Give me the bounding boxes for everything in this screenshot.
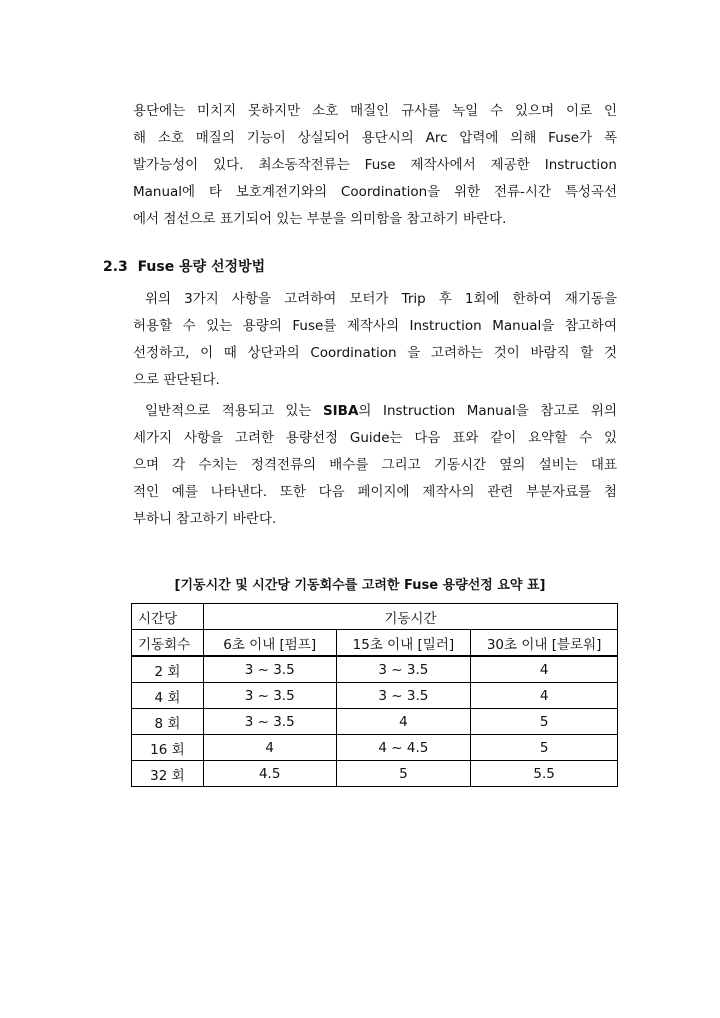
table-cell: 4 ~ 4.5 bbox=[336, 735, 471, 761]
row-label: 16 회 bbox=[132, 735, 204, 761]
row-header-bottom: 기동회수 bbox=[132, 630, 204, 657]
row-label: 8 회 bbox=[132, 709, 204, 735]
table-cell: 3 ~ 3.5 bbox=[203, 656, 336, 683]
column-header: 6초 이내 [펌프] bbox=[203, 630, 336, 657]
table-row bbox=[132, 709, 618, 735]
text-line: 에서 점선으로 표기되어 있는 부분을 의미함을 참고하기 바란다. bbox=[133, 211, 507, 227]
row-header-top: 시간당 bbox=[132, 604, 204, 630]
table-row bbox=[132, 656, 618, 683]
fuse-selection-table bbox=[131, 603, 618, 787]
section-heading bbox=[103, 254, 265, 281]
table-cell: 4 bbox=[336, 709, 471, 735]
table-cell: 5 bbox=[336, 761, 471, 787]
text-line: 발가능성이 있다. 최소동작전류는 Fuse 제작사에서 제공한 Instruction bbox=[133, 157, 617, 173]
text-line: 세가지 사항을 고려한 용량선정 Guide는 다음 표와 같이 요약할 수 있 bbox=[133, 430, 617, 446]
text-line: 적인 예를 나타낸다. 또한 다음 페이지에 제작사의 관련 부분자료를 첨 bbox=[133, 484, 617, 500]
text-line: 으며 각 수치는 정격전류의 배수를 그리고 기동시간 옆의 설비는 대표 bbox=[133, 457, 617, 473]
text-line: 허용할 수 있는 용량의 Fuse를 제작사의 Instruction Manual을 참고하여 bbox=[133, 318, 617, 334]
row-label: 2 회 bbox=[132, 656, 204, 683]
text-line bbox=[133, 398, 617, 425]
table-cell: 4 bbox=[471, 656, 618, 683]
text-line: 으로 판단된다. bbox=[133, 372, 220, 388]
table-row bbox=[132, 735, 618, 761]
brand-name: SIBA bbox=[322, 403, 359, 419]
text-line: 용단에는 미치지 못하지만 소호 매질인 규사를 녹일 수 있으며 이로 인 bbox=[133, 103, 617, 119]
table-cell: 5 bbox=[471, 709, 618, 735]
text-line: 위의 3가지 사항을 고려하여 모터가 Trip 후 1회에 한하여 재기동을 bbox=[145, 291, 617, 307]
guide-paragraph bbox=[133, 398, 617, 533]
column-header: 30초 이내 [블로워] bbox=[471, 630, 618, 657]
text-line: 선정하고, 이 때 상단과의 Coordination 을 고려하는 것이 바람직 할 것 bbox=[133, 345, 617, 361]
table-row bbox=[132, 761, 618, 787]
row-label: 32 회 bbox=[132, 761, 204, 787]
table-cell: 4 bbox=[203, 735, 336, 761]
row-label: 4 회 bbox=[132, 683, 204, 709]
table-cell: 4 bbox=[471, 683, 618, 709]
table-cell: 4.5 bbox=[203, 761, 336, 787]
table-cell: 3 ~ 3.5 bbox=[203, 683, 336, 709]
table-cell: 3 ~ 3.5 bbox=[336, 683, 471, 709]
section-title: Fuse 용량 선정방법 bbox=[137, 259, 266, 275]
intro-paragraph bbox=[133, 98, 617, 233]
table-cell: 5 bbox=[471, 735, 618, 761]
column-header: 15초 이내 [밀러] bbox=[336, 630, 471, 657]
selection-paragraph bbox=[133, 286, 617, 394]
section-number: 2.3 bbox=[103, 259, 128, 275]
text-line: Manual에 타 보호계전기와의 Coordination을 위한 전류-시간 특성곡선 bbox=[133, 184, 617, 200]
table-caption: [기동시간 및 시간당 기동회수를 고려한 Fuse 용량선정 요약 표] bbox=[174, 578, 546, 593]
table-cell: 3 ~ 3.5 bbox=[203, 709, 336, 735]
text-fragment: 일반적으로 적용되고 있는 bbox=[145, 403, 323, 419]
table-cell: 3 ~ 3.5 bbox=[336, 656, 471, 683]
group-header: 기동시간 bbox=[203, 604, 617, 630]
table-header-row bbox=[132, 604, 618, 630]
table-cell: 5.5 bbox=[471, 761, 618, 787]
text-line: 해 소호 매질의 기능이 상실되어 용단시의 Arc 압력에 의해 Fuse가 폭 bbox=[133, 130, 617, 146]
table-row bbox=[132, 683, 618, 709]
text-fragment: 의 Instruction Manual을 참고로 위의 bbox=[358, 403, 617, 419]
table-header-row bbox=[132, 630, 618, 657]
text-line: 부하니 참고하기 바란다. bbox=[133, 511, 277, 527]
